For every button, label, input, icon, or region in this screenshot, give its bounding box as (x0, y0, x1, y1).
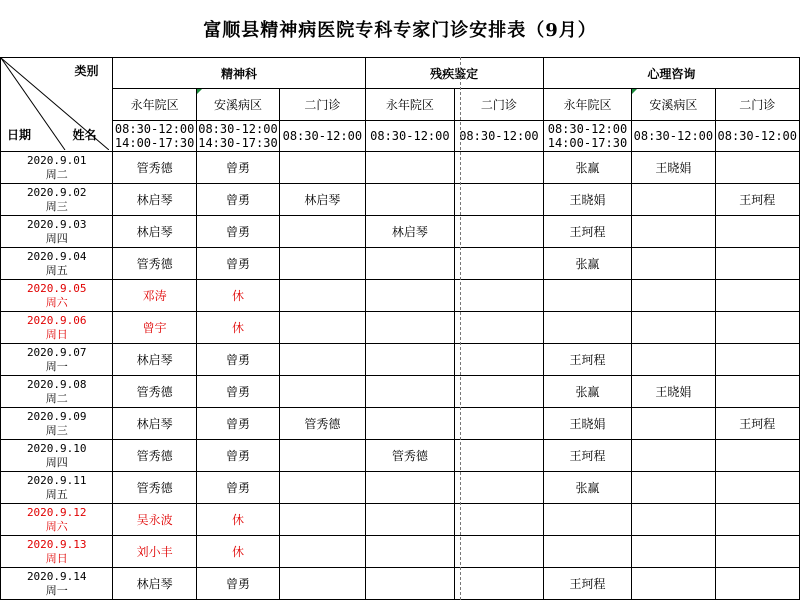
schedule-body (1, 152, 800, 600)
schedule-cell (715, 440, 799, 472)
date-cell (1, 440, 113, 472)
schedule-cell (280, 504, 365, 536)
weekday-text: 周三 (45, 199, 68, 213)
schedule-cell: 曾勇 (196, 248, 279, 280)
schedule-cell (365, 152, 455, 184)
date-cell (1, 184, 113, 216)
table-row (1, 568, 800, 600)
date-text: 2020.9.06 (26, 313, 87, 327)
hours-line: 08:30-12:00 (198, 122, 278, 136)
schedule-cell (365, 472, 455, 504)
clinic-header: 安溪病区 (632, 89, 715, 121)
schedule-cell (632, 344, 715, 376)
weekday-text: 周四 (45, 231, 68, 245)
schedule-cell (715, 152, 799, 184)
date-text: 2020.9.01 (26, 153, 87, 167)
schedule-cell (365, 536, 455, 568)
schedule-cell (365, 184, 455, 216)
hours-line: 08:30-12:00 (547, 122, 628, 136)
schedule-cell (632, 312, 715, 344)
schedule-cell: 吴永波 (113, 504, 196, 536)
schedule-cell: 林启琴 (113, 568, 196, 600)
date-cell (1, 312, 113, 344)
hours-line: 08:30-12:00 (459, 129, 539, 143)
schedule-cell: 林启琴 (113, 344, 196, 376)
schedule-cell (280, 152, 365, 184)
clinic-header-row (1, 89, 800, 121)
schedule-cell (280, 248, 365, 280)
schedule-cell: 王珂程 (543, 216, 632, 248)
table-row (1, 312, 800, 344)
schedule-cell: 管秀德 (280, 408, 365, 440)
schedule-cell: 休 (196, 504, 279, 536)
date-cell (1, 280, 113, 312)
date-cell (1, 152, 113, 184)
table-row (1, 536, 800, 568)
hours-line: 08:30-12:00 (370, 129, 450, 143)
date-text: 2020.9.03 (26, 217, 87, 231)
hours-line: 14:00-17:30 (114, 136, 195, 150)
schedule-cell (632, 472, 715, 504)
schedule-cell: 管秀德 (113, 472, 196, 504)
corner-name-label: 姓名 (72, 128, 97, 142)
date-cell (1, 248, 113, 280)
schedule-cell (715, 216, 799, 248)
schedule-cell: 王晓娟 (543, 408, 632, 440)
schedule-cell: 曾勇 (196, 568, 279, 600)
clinic-header: 二门诊 (455, 89, 544, 121)
date-text: 2020.9.02 (26, 185, 87, 199)
weekday-text: 周三 (45, 423, 68, 437)
clinic-hours (632, 121, 715, 152)
schedule-cell (455, 568, 544, 600)
schedule-cell: 林启琴 (113, 408, 196, 440)
schedule-table (0, 57, 800, 600)
weekday-text: 周四 (45, 455, 68, 469)
hours-line: 14:00-17:30 (547, 136, 628, 150)
schedule-cell (455, 280, 544, 312)
schedule-cell (455, 344, 544, 376)
schedule-cell (715, 248, 799, 280)
schedule-cell: 曾勇 (196, 216, 279, 248)
schedule-cell: 王晓娟 (632, 152, 715, 184)
schedule-cell (280, 472, 365, 504)
schedule-cell (632, 440, 715, 472)
clinic-hours (715, 121, 799, 152)
date-text: 2020.9.05 (26, 281, 87, 295)
date-text: 2020.9.11 (26, 473, 87, 487)
date-text: 2020.9.12 (26, 505, 87, 519)
hours-line: 08:30-12:00 (633, 129, 714, 143)
schedule-cell: 王珂程 (715, 184, 799, 216)
date-cell (1, 408, 113, 440)
schedule-cell (455, 408, 544, 440)
clinic-hours (365, 121, 455, 152)
schedule-cell: 曾宇 (113, 312, 196, 344)
schedule-cell: 王珂程 (543, 344, 632, 376)
schedule-cell: 管秀德 (113, 376, 196, 408)
schedule-cell (632, 536, 715, 568)
date-cell (1, 568, 113, 600)
table-row (1, 184, 800, 216)
schedule-cell (280, 280, 365, 312)
schedule-cell (632, 568, 715, 600)
schedule-cell: 曾勇 (196, 376, 279, 408)
schedule-cell: 休 (196, 280, 279, 312)
hours-line: 08:30-12:00 (282, 129, 363, 143)
schedule-cell (365, 312, 455, 344)
page-title: 富顺县精神病医院专科专家门诊安排表（9月） (203, 19, 597, 41)
schedule-cell: 王珂程 (715, 408, 799, 440)
date-text: 2020.9.10 (26, 441, 87, 455)
date-text: 2020.9.04 (26, 249, 87, 263)
schedule-cell: 管秀德 (113, 248, 196, 280)
schedule-cell: 曾勇 (196, 344, 279, 376)
schedule-cell (280, 312, 365, 344)
schedule-cell (365, 408, 455, 440)
date-cell (1, 536, 113, 568)
schedule-cell (632, 504, 715, 536)
schedule-cell (455, 376, 544, 408)
schedule-cell: 王晓娟 (543, 184, 632, 216)
schedule-cell (632, 408, 715, 440)
schedule-cell (365, 280, 455, 312)
schedule-cell: 休 (196, 312, 279, 344)
weekday-text: 周五 (45, 263, 68, 277)
hours-line: 14:30-17:30 (198, 136, 278, 150)
schedule-cell: 曾勇 (196, 440, 279, 472)
table-row (1, 344, 800, 376)
date-text: 2020.9.07 (26, 345, 87, 359)
schedule-cell: 林启琴 (365, 216, 455, 248)
schedule-cell: 曾勇 (196, 408, 279, 440)
schedule-cell: 邓涛 (113, 280, 196, 312)
clinic-header: 永年院区 (543, 89, 632, 121)
date-text: 2020.9.14 (26, 569, 87, 583)
date-cell (1, 504, 113, 536)
schedule-cell: 张赢 (543, 152, 632, 184)
hours-header-row (1, 121, 800, 152)
schedule-cell (715, 280, 799, 312)
schedule-cell (632, 184, 715, 216)
schedule-cell (632, 280, 715, 312)
clinic-hours (455, 121, 544, 152)
clinic-header: 永年院区 (113, 89, 196, 121)
schedule-cell (455, 216, 544, 248)
schedule-cell: 曾勇 (196, 152, 279, 184)
schedule-cell: 休 (196, 536, 279, 568)
schedule-cell (280, 440, 365, 472)
weekday-text: 周二 (45, 167, 68, 181)
schedule-cell: 林启琴 (113, 184, 196, 216)
schedule-cell (365, 568, 455, 600)
schedule-cell (543, 312, 632, 344)
schedule-cell: 林启琴 (280, 184, 365, 216)
weekday-text: 周日 (45, 551, 68, 565)
schedule-cell (455, 504, 544, 536)
schedule-cell: 张赢 (543, 376, 632, 408)
date-text: 2020.9.08 (26, 377, 87, 391)
schedule-cell (280, 536, 365, 568)
schedule-cell: 林启琴 (113, 216, 196, 248)
table-row (1, 440, 800, 472)
schedule-cell (365, 376, 455, 408)
clinic-hours (280, 121, 365, 152)
schedule-cell (715, 376, 799, 408)
weekday-text: 周日 (45, 327, 68, 341)
clinic-hours (543, 121, 632, 152)
schedule-cell: 管秀德 (365, 440, 455, 472)
schedule-cell (543, 280, 632, 312)
schedule-cell: 管秀德 (113, 440, 196, 472)
schedule-cell (632, 216, 715, 248)
schedule-cell (715, 504, 799, 536)
schedule-cell: 王珂程 (543, 440, 632, 472)
weekday-text: 周二 (45, 391, 68, 405)
schedule-cell (715, 568, 799, 600)
schedule-cell (280, 344, 365, 376)
table-row (1, 280, 800, 312)
dept-disability-assessment: 残疾鉴定 (365, 58, 543, 89)
schedule-cell (455, 152, 544, 184)
schedule-cell (715, 312, 799, 344)
table-row (1, 376, 800, 408)
dept-psychiatry: 精神科 (113, 58, 365, 89)
corner-category-label: 类别 (74, 64, 99, 78)
schedule-cell: 张赢 (543, 472, 632, 504)
schedule-cell (715, 472, 799, 504)
clinic-hours (113, 121, 196, 152)
table-row (1, 408, 800, 440)
schedule-cell (280, 376, 365, 408)
schedule-cell: 管秀德 (113, 152, 196, 184)
date-text: 2020.9.13 (26, 537, 87, 551)
schedule-cell (715, 536, 799, 568)
schedule-cell (715, 344, 799, 376)
schedule-cell (455, 536, 544, 568)
clinic-header: 永年院区 (365, 89, 455, 121)
schedule-cell: 刘小丰 (113, 536, 196, 568)
table-row (1, 152, 800, 184)
weekday-text: 周六 (45, 295, 68, 309)
weekday-text: 周一 (45, 583, 68, 597)
corner-header (1, 58, 113, 152)
date-cell (1, 472, 113, 504)
table-row (1, 504, 800, 536)
schedule-cell: 曾勇 (196, 184, 279, 216)
schedule-cell (543, 504, 632, 536)
dept-psych-counseling: 心理咨询 (543, 58, 799, 89)
clinic-header: 安溪病区 (196, 89, 279, 121)
clinic-header: 二门诊 (715, 89, 799, 121)
weekday-text: 周六 (45, 519, 68, 533)
schedule-cell (455, 440, 544, 472)
clinic-header: 二门诊 (280, 89, 365, 121)
table-row (1, 248, 800, 280)
schedule-cell (365, 248, 455, 280)
schedule-cell: 王晓娟 (632, 376, 715, 408)
schedule-cell (365, 504, 455, 536)
clinic-hours (196, 121, 279, 152)
schedule-cell (455, 184, 544, 216)
schedule-cell (280, 568, 365, 600)
schedule-cell (632, 248, 715, 280)
schedule-cell (455, 312, 544, 344)
schedule-cell (365, 344, 455, 376)
weekday-text: 周五 (45, 487, 68, 501)
schedule-cell: 王珂程 (543, 568, 632, 600)
date-text: 2020.9.09 (26, 409, 87, 423)
schedule-cell (455, 472, 544, 504)
hours-line: 08:30-12:00 (114, 122, 195, 136)
date-cell (1, 376, 113, 408)
schedule-cell: 曾勇 (196, 472, 279, 504)
table-row (1, 472, 800, 504)
date-cell (1, 216, 113, 248)
schedule-cell: 张赢 (543, 248, 632, 280)
corner-date-label: 日期 (7, 128, 32, 142)
table-row (1, 216, 800, 248)
schedule-cell (455, 248, 544, 280)
schedule-cell (543, 536, 632, 568)
date-cell (1, 344, 113, 376)
weekday-text: 周一 (45, 359, 68, 373)
hours-line: 08:30-12:00 (717, 129, 798, 143)
schedule-cell (280, 216, 365, 248)
